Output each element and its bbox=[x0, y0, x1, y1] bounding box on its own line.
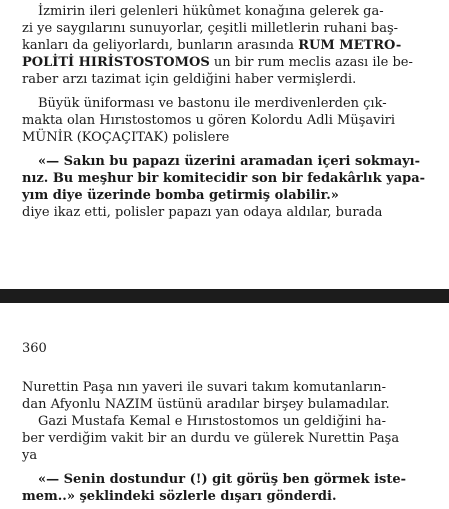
text-line: diye ikaz etti, polisler papazı yan odaya aldılar, burada bbox=[22, 205, 383, 220]
text-line: Büyük üniforması ve bastonu ile merdivenlerden çık- bbox=[38, 96, 387, 111]
emphasis: RUM METRO- bbox=[298, 38, 402, 53]
text-line: kanları da geliyorlardı, bunların arasında RUM METRO- bbox=[22, 38, 402, 53]
text-line: İzmirin ileri gelenleri hükûmet konağına gelerek ga- bbox=[38, 4, 384, 19]
text-line: ber verdiğim vakit bir an durdu ve gülerek Nurettin Paşa bbox=[22, 431, 400, 446]
emphasis: POLİTİ HIRİSTOSTOMOS bbox=[22, 55, 210, 70]
text-line: ya bbox=[22, 448, 38, 463]
text-line: Gazi Mustafa Kemal e Hırıstostomos un geldiğini ha- bbox=[38, 414, 387, 429]
text-line: zi ye saygılarını sunuyorlar, çeşitli milletlerin ruhani baş- bbox=[22, 21, 399, 36]
page-separator-band bbox=[0, 289, 449, 303]
page-number: 360 bbox=[22, 341, 47, 356]
quote-line: «— Senin dostundur (!) git görüş ben görmek iste- bbox=[38, 472, 407, 487]
text-line: POLİTİ HIRİSTOSTOMOS un bir rum meclis azası ile be- bbox=[22, 55, 413, 70]
quote-line: yım diye üzerinde bomba getirmiş olabilir.» bbox=[22, 188, 339, 203]
quote-line: mem..» şeklindeki sözlerle dışarı gönderdi. bbox=[22, 489, 337, 504]
text-line: raber arzı tazimat için geldiğini haber vermişlerdi. bbox=[22, 72, 357, 87]
text-line: MÜNİR (KOÇAÇITAK) polislere bbox=[22, 130, 230, 145]
text-line: makta olan Hırıstostomos u gören Kolordu Adli Müşaviri bbox=[22, 113, 395, 128]
text-line: Nurettin Paşa nın yaveri ile suvari takım komutanların- bbox=[22, 380, 386, 395]
quote-line: «— Sakın bu papazı üzerini aramadan içeri sokmayı- bbox=[38, 154, 421, 169]
text-line: dan Afyonlu NAZIM üstünü aradılar birşey bulamadılar. bbox=[22, 397, 390, 412]
quote-line: nız. Bu meşhur bir komitecidir son bir fedakârlık yapa- bbox=[22, 171, 426, 186]
